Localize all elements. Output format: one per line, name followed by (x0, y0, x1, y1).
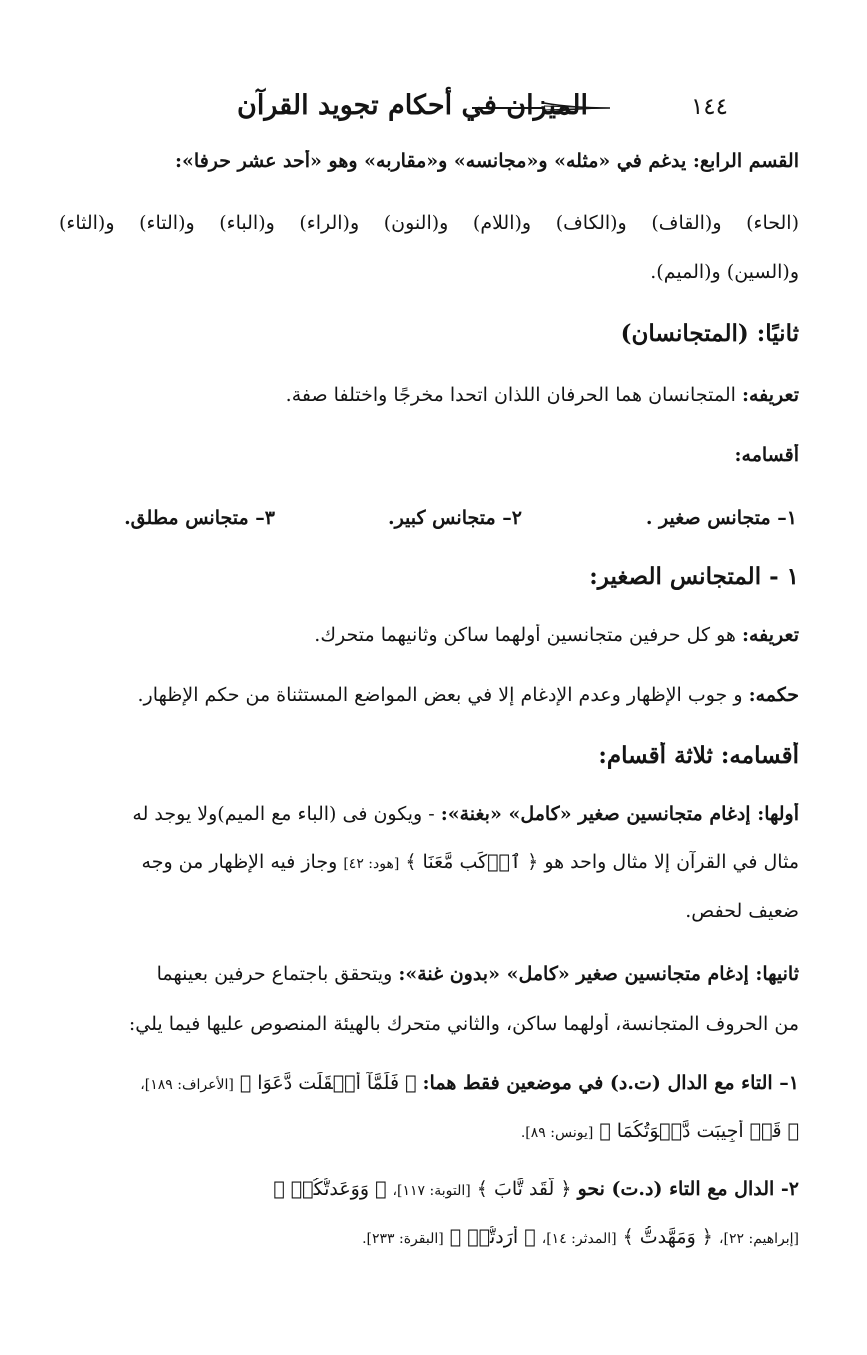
definition-label: تعريفه: (741, 384, 799, 406)
ruling-text: و جوب الإظهار وعدم الإدغام إلا في بعض المواضع المستثناة من حكم الإظهار. (137, 684, 743, 706)
small-definition (59, 624, 799, 646)
definition-text: المتجانسان هما الحرفان اللذان اتحدا مخرجًا واختلفا صفة. (285, 384, 736, 406)
first-kind-text: - ويكون فى (الباء مع الميم)ولا يوجد له (132, 803, 435, 825)
small-divisions-heading: أقسامه: ثلاثة أقسام: (598, 742, 799, 769)
letters-list-line-1: (الحاء) و(القاف) و(الكاف) و(اللام) و(النون) و(الراء) و(الباء) و(التاء) و(الثاء) (59, 212, 799, 234)
second-heading: ثانيًا: (المتجانسان) (620, 320, 799, 347)
letters-list-line-2: و(السين) و(الميم). (650, 261, 799, 283)
verse-reference: [إبراهيم: ٢٢]، (719, 1231, 799, 1247)
quran-verse: ﴿ وَوَعَدتُّكُمۡ ﴾ (273, 1178, 387, 1200)
definition-text: هو كل حرفين متجانسين أولهما ساكن وثانيهما متحرك. (314, 624, 736, 646)
second-divisions-label: أقسامه: (734, 444, 799, 466)
quran-verse: ﴿ قَدۡ أُجِيبَت دَّعۡوَتُكُمَا ﴾ (599, 1120, 799, 1142)
verse-reference: [التوبة: ١١٧]، (392, 1183, 471, 1199)
item-1-lead: ١– التاء مع الدال (ت.د) في موضعين فقط هما: (422, 1072, 799, 1094)
item-2-line-2 (59, 1226, 799, 1248)
item-2-lead: ٢- الدال مع التاء (د.ت) نحو (577, 1178, 799, 1200)
first-kind-line-2 (59, 851, 799, 873)
division-item-2: ٢– متجانس كبير. (387, 507, 522, 529)
small-heading: ١ - المتجانس الصغير: (589, 563, 799, 590)
ruling-label: حكمه: (748, 684, 799, 706)
division-item-1: ١– متجانس صغير . (645, 507, 797, 529)
item-1-line-2 (59, 1120, 799, 1142)
verse-reference: [يونس: ٨٩]. (520, 1125, 594, 1141)
first-kind-lead: أولها: إدغام متجانسين صغير «كامل» «بغنة»: (440, 803, 799, 825)
second-kind-line-1 (59, 963, 799, 985)
second-kind-lead: ثانيها: إدغام متجانسين صغير «كامل» «بدون غنة»: (398, 963, 799, 985)
first-kind-text: وجاز فيه الإظهار من وجه (141, 851, 338, 873)
quran-verse: ﴿ وَمَهَّدتُّ ﴾ (622, 1226, 713, 1248)
verse-reference: [هود: ٤٢] (343, 856, 400, 872)
verse-reference: [الأعراف: ١٨٩]، (140, 1077, 234, 1093)
item-1-line-1 (59, 1072, 799, 1094)
quran-verse: ﴿ لَّقَد تَّابَ ﴾ (476, 1178, 572, 1200)
page-header (128, 86, 728, 136)
second-kind-text: ويتحقق باجتماع حرفين بعينهما (156, 963, 393, 985)
first-kind-line-1 (59, 803, 799, 825)
running-title: الميزان في أحكام تجويد القرآن (237, 90, 588, 121)
small-ruling (59, 684, 799, 706)
fourth-section-lead: القسم الرابع: يدغم في «مثله» و«مجانسه» و«مقاربه» وهو «أحد عشر حرفا»: (175, 150, 799, 172)
item-2-line-1 (59, 1178, 799, 1200)
quran-verse: ﴿ أَرَدتُّمۡ ﴾ (449, 1226, 536, 1248)
page-number: ١٤٤ (690, 94, 728, 120)
division-item-3: ٣– متجانس مطلق. (124, 507, 275, 529)
quran-verse: ﴿ ٱرۡكَب مَّعَنَا ﴾ (405, 851, 539, 873)
definition-label: تعريفه: (741, 624, 799, 646)
quran-verse: ﴿ فَلَمَّآ أَثۡقَلَت دَّعَوَا ﴾ (239, 1072, 417, 1094)
second-definition (59, 384, 799, 406)
first-kind-line-3: ضعيف لحفص. (685, 900, 799, 922)
verse-reference: [المدثر: ١٤]، (541, 1231, 617, 1247)
second-kind-line-2: من الحروف المتجانسة، أولهما ساكن، والثاني متحرك بالهيئة المنصوص عليها فيما يلي: (128, 1013, 799, 1035)
verse-reference: [البقرة: ٢٣٣]. (362, 1231, 444, 1247)
first-kind-text: مثال في القرآن إلا مثال واحد هو (544, 851, 799, 873)
